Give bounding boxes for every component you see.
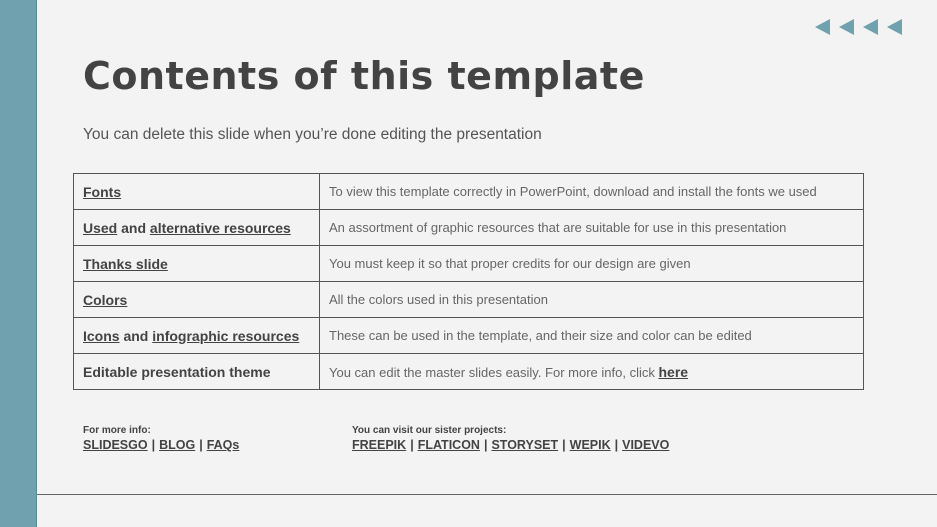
row-name: [74, 246, 320, 282]
slidesgo-link[interactable]: SLIDESGO: [83, 438, 148, 452]
row-name: [74, 282, 320, 318]
table-row: [74, 354, 864, 390]
row-description: To view this template correctly in PowerPoint, download and install the fonts we used: [320, 174, 864, 210]
arrow-left-icon: [839, 19, 854, 35]
name-joiner: and: [119, 327, 153, 344]
table-row: [74, 210, 864, 246]
editable-theme-label: Editable presentation theme: [83, 363, 271, 380]
storyset-link[interactable]: STORYSET: [491, 438, 559, 452]
more-info-caption: For more info:: [83, 425, 151, 436]
arrow-left-icon: [815, 19, 830, 35]
arrow-left-icon: [863, 19, 878, 35]
row-description: You must keep it so that proper credits for our design are given: [320, 246, 864, 282]
thanks-slide-link[interactable]: Thanks slide: [83, 255, 168, 272]
row-description-text: You can edit the master slides easily. For more info, click: [329, 364, 659, 380]
name-joiner: and: [117, 219, 150, 236]
sister-projects-block: [352, 425, 669, 452]
more-info-block: [83, 425, 239, 452]
sister-projects-caption: You can visit our sister projects:: [352, 425, 507, 436]
here-link[interactable]: here: [658, 363, 689, 380]
table-row: [74, 174, 864, 210]
row-name: [74, 210, 320, 246]
fonts-link[interactable]: Fonts: [83, 183, 122, 200]
sister-projects-links: [352, 438, 669, 452]
flaticon-link[interactable]: FLATICON: [417, 438, 480, 452]
row-name: [74, 354, 320, 390]
infographic-resources-link[interactable]: infographic resources: [152, 327, 300, 344]
row-name: [74, 318, 320, 354]
row-name: [74, 174, 320, 210]
table-row: [74, 282, 864, 318]
row-description: [320, 354, 864, 390]
left-accent-bar: [0, 0, 37, 527]
separator: |: [562, 438, 566, 452]
bottom-divider: [37, 494, 937, 495]
faqs-link[interactable]: FAQs: [206, 438, 240, 452]
videvo-link[interactable]: VIDEVO: [622, 438, 670, 452]
alternative-resources-link[interactable]: alternative resources: [149, 219, 291, 236]
separator: |: [614, 438, 619, 452]
table-row: [74, 318, 864, 354]
arrow-left-icon: [887, 19, 902, 35]
icons-link[interactable]: Icons: [83, 327, 120, 344]
wepik-link[interactable]: WEPIK: [569, 438, 611, 452]
colors-link[interactable]: Colors: [83, 291, 128, 308]
more-info-links: [83, 438, 239, 452]
separator: |: [199, 438, 203, 452]
separator: |: [410, 438, 414, 452]
freepik-link[interactable]: FREEPIK: [352, 438, 407, 452]
row-description: An assortment of graphic resources that are suitable for use in this presentation: [320, 210, 864, 246]
decorative-arrows: [815, 19, 910, 37]
used-resources-link[interactable]: Used: [83, 219, 118, 236]
blog-link[interactable]: BLOG: [159, 438, 196, 452]
row-description: All the colors used in this presentation: [320, 282, 864, 318]
separator: |: [483, 438, 488, 452]
page-title: Contents of this template: [83, 54, 645, 98]
row-description: These can be used in the template, and their size and color can be edited: [320, 318, 864, 354]
table-row: [74, 246, 864, 282]
contents-table: [73, 173, 864, 390]
page-subtitle: You can delete this slide when you’re done editing the presentation: [83, 126, 542, 143]
separator: |: [151, 438, 156, 452]
